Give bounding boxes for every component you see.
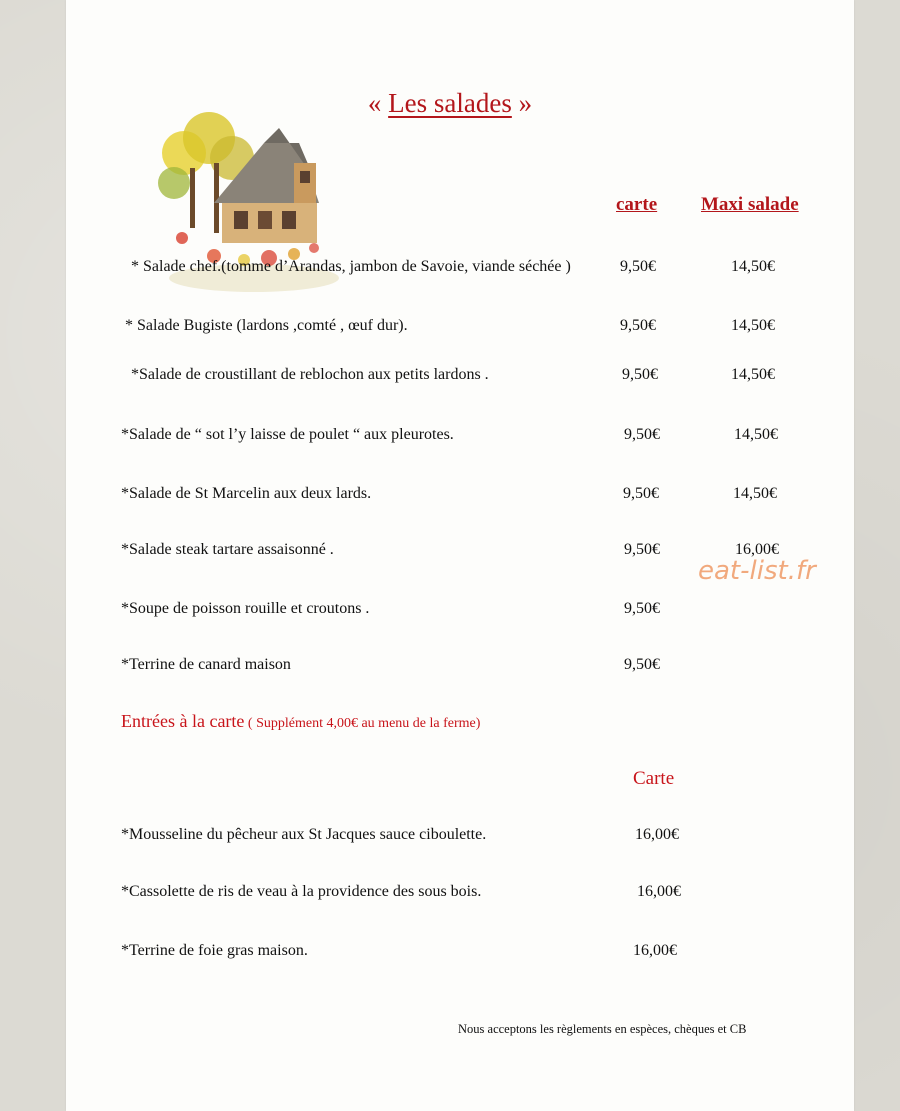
item-price-carte: 9,50€ <box>622 366 658 383</box>
item-label: * Salade Bugiste (lardons ,comté , œuf dur). <box>125 317 408 334</box>
section-heading-entrees <box>121 711 480 732</box>
item-price: 16,00€ <box>633 942 677 959</box>
item-label: *Salade de “ sot l’y laisse de poulet “ aux pleurotes. <box>121 426 454 443</box>
item-price-carte: 9,50€ <box>620 317 656 334</box>
item-price: 16,00€ <box>635 826 679 843</box>
section-heading-note: ( Supplément 4,00€ au menu de la ferme) <box>244 716 481 731</box>
item-label: * Salade chef.(tomme d’Arandas, jambon de Savoie, viande séchée ) <box>131 258 571 275</box>
payment-note: Nous acceptons les règlements en espèces, chèques et CB <box>458 1022 747 1036</box>
item-price: 16,00€ <box>637 883 681 900</box>
item-price-maxi: 14,50€ <box>734 426 778 443</box>
item-price-carte: 9,50€ <box>620 258 656 275</box>
column-header-carte: carte <box>616 194 658 215</box>
page-title <box>0 88 900 119</box>
column-header-maxi-salade: Maxi salade <box>701 194 799 215</box>
item-label: *Salade de St Marcelin aux deux lards. <box>121 485 372 502</box>
item-label: *Mousseline du pêcheur aux St Jacques sauce ciboulette. <box>121 826 487 843</box>
watermark-text: eat-list.fr <box>698 556 816 586</box>
item-label: *Terrine de foie gras maison. <box>121 942 308 959</box>
item-price-maxi: 14,50€ <box>733 485 777 502</box>
title-close-quote: » <box>511 88 533 118</box>
item-label: *Soupe de poisson rouille et croutons . <box>121 600 370 617</box>
item-label: *Cassolette de ris de veau à la providence des sous bois. <box>121 883 482 900</box>
item-price-carte: 9,50€ <box>624 656 660 673</box>
item-price-carte: 9,50€ <box>624 541 660 558</box>
section-heading-text: Entrées à la carte <box>121 711 245 731</box>
item-label: *Salade de croustillant de reblochon aux petits lardons . <box>131 366 489 383</box>
item-price-carte: 9,50€ <box>624 600 660 617</box>
item-price-carte: 9,50€ <box>624 426 660 443</box>
item-price-maxi: 16,00€ <box>735 541 779 558</box>
item-label: *Salade steak tartare assaisonné . <box>121 541 334 558</box>
item-price-carte: 9,50€ <box>623 485 659 502</box>
column-header-carte-entrees: Carte <box>633 768 675 789</box>
item-price-maxi: 14,50€ <box>731 366 775 383</box>
item-price-maxi: 14,50€ <box>731 258 775 275</box>
title-text: Les salades <box>388 88 512 118</box>
title-open-quote: « <box>367 88 389 118</box>
item-price-maxi: 14,50€ <box>731 317 775 334</box>
item-label: *Terrine de canard maison <box>121 656 291 673</box>
